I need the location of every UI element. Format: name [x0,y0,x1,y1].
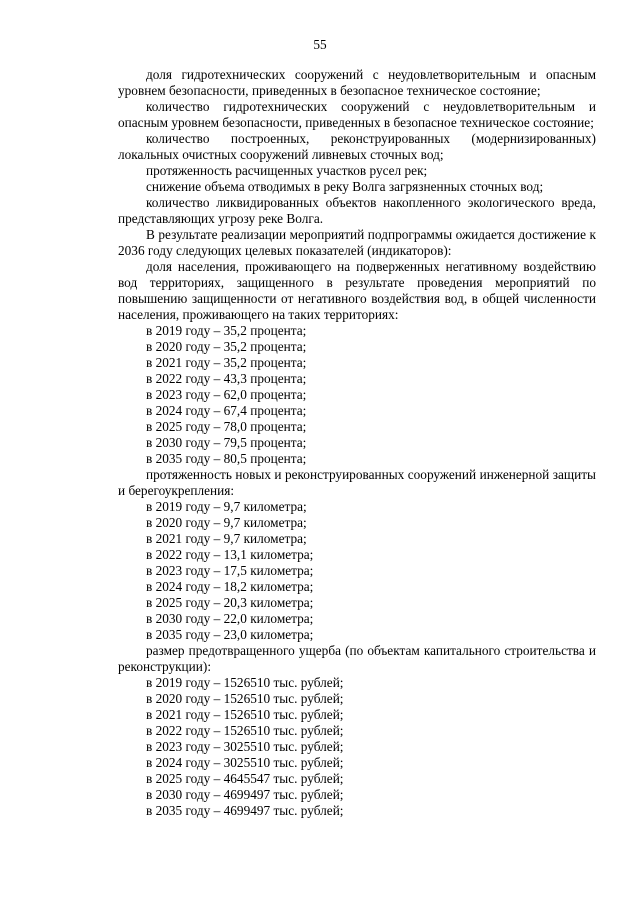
list-item: в 2022 году – 13,1 километра; [146,547,314,562]
list-item: в 2020 году – 1526510 тыс. рублей; [146,691,344,706]
paragraph: протяженность новых и реконструированных сооружений инженерной защиты и берегоукрепления: [118,467,596,498]
list-item: в 2025 году – 20,3 километра; [146,595,314,610]
document-body [118,67,596,819]
list-item: в 2030 году – 4699497 тыс. рублей; [146,787,344,802]
paragraph: протяженность расчищенных участков русел рек; [146,163,428,178]
list-item: в 2030 году – 22,0 километра; [146,611,314,626]
paragraph: снижение объема отводимых в реку Волга загрязненных сточных вод; [146,179,544,194]
list-item: в 2035 году – 23,0 километра; [146,627,314,642]
list-item: в 2022 году – 43,3 процента; [146,371,307,386]
list-item: в 2023 году – 17,5 километра; [146,563,314,578]
list-item: в 2022 году – 1526510 тыс. рублей; [146,723,344,738]
list-item: в 2021 году – 1526510 тыс. рублей; [146,707,344,722]
list-item: в 2024 году – 67,4 процента; [146,403,307,418]
list-item: в 2025 году – 4645547 тыс. рублей; [146,771,344,786]
list-item: в 2019 году – 1526510 тыс. рублей; [146,675,344,690]
list-item: в 2035 году – 80,5 процента; [146,451,307,466]
list-item: в 2030 году – 79,5 процента; [146,435,307,450]
paragraph: количество ликвидированных объектов накопленного экологического вреда, представляющих угрозу реке Волга. [118,195,596,226]
list-item: в 2023 году – 3025510 тыс. рублей; [146,739,344,754]
list-item: в 2024 году – 3025510 тыс. рублей; [146,755,344,770]
paragraph: количество построенных, реконструированных (модернизированных) локальных очистных сооружений ливневых сточных вод; [118,131,596,162]
list-item: в 2025 году – 78,0 процента; [146,419,307,434]
paragraph: доля гидротехнических сооружений с неудовлетворительным и опасным уровнем безопасности, приведенных в безопасное техническое состояние; [118,67,596,98]
page-number: 55 [313,37,327,52]
paragraph: размер предотвращенного ущерба (по объектам капитального строительства и реконструкции): [118,643,596,674]
list-item: в 2023 году – 62,0 процента; [146,387,307,402]
list-item: в 2035 году – 4699497 тыс. рублей; [146,803,344,818]
list-item: в 2020 году – 35,2 процента; [146,339,307,354]
paragraph: В результате реализации мероприятий подпрограммы ожидается достижение к 2036 году следующих целевых показателей (индикаторов): [118,227,596,258]
list-item: в 2019 году – 35,2 процента; [146,323,307,338]
list-item: в 2024 году – 18,2 километра; [146,579,314,594]
paragraph: количество гидротехнических сооружений с неудовлетворительным и опасным уровнем безопасности, приведенных в безопасное техническое состояние; [118,99,596,130]
paragraph: доля населения, проживающего на подверженных негативному воздействию вод территориях, защищенного в результате проведения мероприятий по повышению защищенности от негативного воздействия вод, в общей численности населения, проживающего на таких территориях: [118,259,596,322]
list-item: в 2021 году – 35,2 процента; [146,355,307,370]
list-item: в 2019 году – 9,7 километра; [146,499,307,514]
list-item: в 2020 году – 9,7 километра; [146,515,307,530]
list-item: в 2021 году – 9,7 километра; [146,531,307,546]
